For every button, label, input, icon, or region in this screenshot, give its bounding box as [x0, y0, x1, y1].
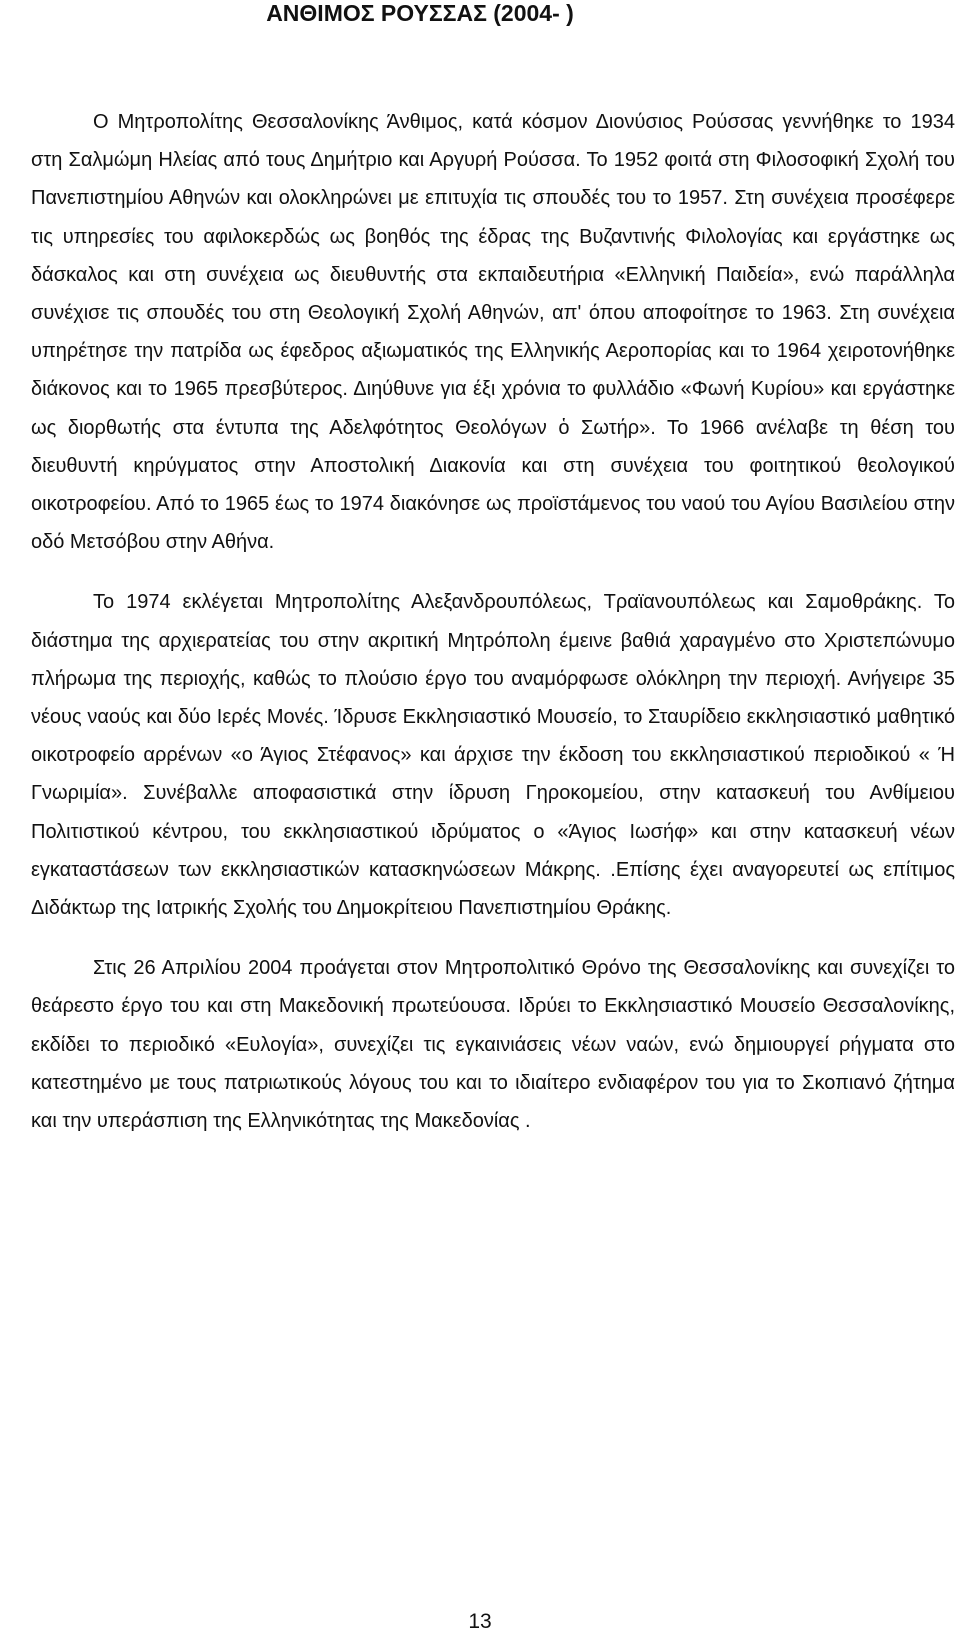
paragraph-thessaloniki-metropolitan: Στις 26 Απριλίου 2004 προάγεται στον Μητροπολιτικό Θρόνο της Θεσσαλονίκης και συνεχίζει το θεάρεστο έργο του και στη Μακεδονική πρωτεύουσα. Ιδρύει το Εκκλησιαστικό Μουσείο Θεσσαλονίκης, εκδίδει το περιοδικό «Ευλογία», συνεχίζει τις εγκαινιάσεις νέων ναών, ενώ δημιουργεί ρήγματα στο κατεστημένο με τους πατριωτικούς λόγους του και το ιδιαίτερο ενδιαφέρον του για το Σκοπιανό ζήτημα και την υπεράσπιση της Ελληνικότητας της Μακεδονίας . — [31, 957, 955, 1133]
page-number: 13 — [468, 1610, 492, 1633]
document-body — [31, 103, 955, 1140]
paragraph-alexandroupolis-metropolitan: Το 1974 εκλέγεται Μητροπολίτης Αλεξανδρουπόλεως, Τραϊανουπόλεως και Σαμοθράκης. Το διάστημα της αρχιερατείας του στην ακριτική Μητρόπολη έμεινε βαθιά χαραγμένο στο Χριστεπώνυμο πλήρωμα της περιοχής, καθώς το πλούσιο έργο του αναμόρφωσε ολόκληρη την περιοχή. Ανήγειρε 35 νέους ναούς και δύο Ιερές Μονές. Ίδρυσε Εκκλησιαστικό Μουσείο, το Σταυρίδειο εκκλησιαστικό μαθητικό οικοτροφείο αρρένων «ο Άγιος Στέφανος» και άρχισε την έκδοση του εκκλησιαστικού περιοδικού « Ή Γνωριμία». Συνέβαλλε αποφασιστικά στην ίδρυση Γηροκομείου, στην κατασκευή του Ανθίμειου Πολιτιστικού κέντρου, του εκκλησιαστικού ιδρύματος ο «Άγιος Ιωσήφ» και στην κατασκευή νέων εγκαταστάσεων των εκκλησιαστικών κατασκηνώσεων Μάκρης. .Επίσης έχει αναγορευτεί ως επίτιμος Διδάκτωρ της Ιατρικής Σχολής του Δημοκρίτειου Πανεπιστημίου Θράκης. — [31, 591, 955, 920]
page-title: ΑΝΘΙΜΟΣ ΡΟΥΣΣΑΣ (2004- ) — [266, 0, 574, 26]
paragraph-biography-early-life: Ο Μητροπολίτης Θεσσαλονίκης Άνθιμος, κατά κόσμον Διονύσιος Ρούσσας γεννήθηκε το 1934 στη Σαλμώμη Ηλείας από τους Δημήτριο και Αργυρή Ρούσσα. Το 1952 φοιτά στη Φιλοσοφική Σχολή του Πανεπιστημίου Αθηνών και ολοκληρώνει με επιτυχία τις σπουδές του το 1957. Στη συνέχεια προσέφερε τις υπηρεσίες του αφιλοκερδώς ως βοηθός της έδρας της Βυζαντινής Φιλολογίας και εργάστηκε ως δάσκαλος και στη συνέχεια ως διευθυντής στα εκπαιδευτήρια «Ελληνική Παιδεία», ενώ παράλληλα συνέχισε τις σπουδές του στη Θεολογική Σχολή Αθηνών, απ' όπου αποφοίτησε το 1963. Στη συνέχεια υπηρέτησε την πατρίδα ως έφεδρος αξιωματικός της Ελληνικής Αεροπορίας και το 1964 χειροτονήθηκε διάκονος και το 1965 πρεσβύτερος. Διηύθυνε για έξι χρόνια το φυλλάδιο «Φωνή Κυρίου» και εργάστηκε ως διορθωτής στα έντυπα της Αδελφότητος Θεολόγων ὁ Σωτήρ». Το 1966 ανέλαβε τη θέση του διευθυντή κηρύγματος στην Αποστολική Διακονία και στη συνέχεια του φοιτητικού θεολογικού οικοτροφείου. Από το 1965 έως το 1974 διακόνησε ως προϊστάμενος του ναού του Αγίου Βασιλείου στην οδό Μετσόβου στην Αθήνα. — [31, 111, 955, 554]
